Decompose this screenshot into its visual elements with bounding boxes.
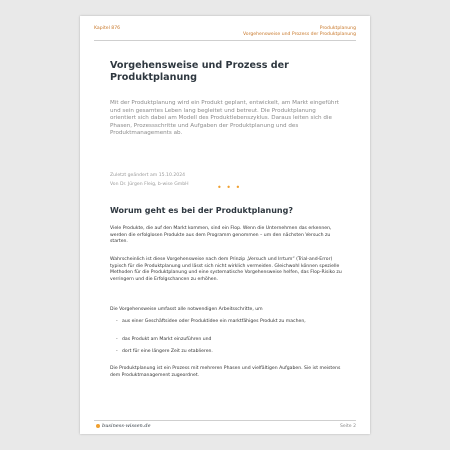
paragraph-1: Viele Produkte, die auf den Markt kommen, sind ein Flop. Wenn die Unternehmen das erkennen, werden die erfolglosen Produkte aus dem Programm genommen – um den nächsten Versuch zu starten. bbox=[110, 226, 332, 245]
page-number: Seite 2 bbox=[339, 424, 356, 429]
list-item bbox=[116, 319, 338, 326]
paragraph-3: Die Vorgehensweise umfasst alle notwendigen Arbeitsschritte, um bbox=[110, 307, 263, 312]
section-heading: Worum geht es bei der Produktplanung? bbox=[110, 206, 293, 215]
footer-divider bbox=[94, 420, 356, 421]
running-header bbox=[243, 26, 356, 38]
list-item bbox=[116, 337, 338, 344]
list-item-text: aus einer Geschäftsidee oder Produktidee ein marktfähiges Produkt zu machen, bbox=[122, 319, 306, 324]
bullet-dash-icon: - bbox=[116, 319, 118, 324]
chapter-label: Kapitel 876 bbox=[94, 26, 121, 31]
closing-paragraph: Die Produktplanung ist ein Prozess mit mehreren Phasen und vielfältigen Aufgaben. Sie ist meistens dem Produktmanagement zugeordnet. bbox=[110, 366, 341, 378]
list-item bbox=[116, 349, 338, 356]
footer-logo-text: business-wissen.de bbox=[102, 423, 151, 429]
bullet-dash-icon: - bbox=[116, 349, 118, 354]
bullet-dash-icon: - bbox=[116, 337, 118, 342]
section-label: Produktplanung bbox=[319, 26, 356, 31]
footer-logo[interactable] bbox=[96, 423, 151, 429]
updated-date: Zuletzt geändert am 15.10.2024 bbox=[110, 173, 186, 178]
list-item-text: das Produkt am Markt einzuführen und bbox=[122, 337, 212, 342]
separator-dots: • • • bbox=[217, 183, 242, 192]
logo-dot-icon bbox=[96, 424, 100, 428]
subsection-label: Vorgehensweise und Prozess der Produktplanung bbox=[242, 32, 356, 37]
page-title: Vorgehensweise und Prozess der Produktplanung bbox=[110, 60, 289, 83]
header-divider bbox=[94, 40, 356, 41]
author-line: Von Dr. Jürgen Fleig, b-wise GmbH bbox=[110, 182, 189, 187]
lead-paragraph: Mit der Produktplanung wird ein Produkt geplant, entwickelt, am Markt eingeführt und sein gesamtes Leben lang begleitet und betreut. Die Produktplanung orientiert sich dabei am Modell des Produktlebenszyklus. Daraus leiten sich die Phasen, Prozessschritte und Aufgaben der Produktplanung und des Produktmanagements ab. bbox=[110, 100, 339, 137]
paragraph-2: Wahrscheinlich ist diese Vorgehensweise nach dem Prinzip „Versuch und Irrtum“ (Trial-and-Error) typisch für die Produktplanung und lässt sich nicht wirklich vermeiden. Gleichwohl können spezielle Methoden für die Produktplanung und eine systematische Vorgehensweise helfen, das Flop-Risiko zu verringern und die Erfolgschancen zu erhöhen. bbox=[110, 257, 342, 282]
list-item-text: dort für eine längere Zeit zu etablieren. bbox=[122, 349, 213, 354]
document-page bbox=[80, 16, 370, 434]
